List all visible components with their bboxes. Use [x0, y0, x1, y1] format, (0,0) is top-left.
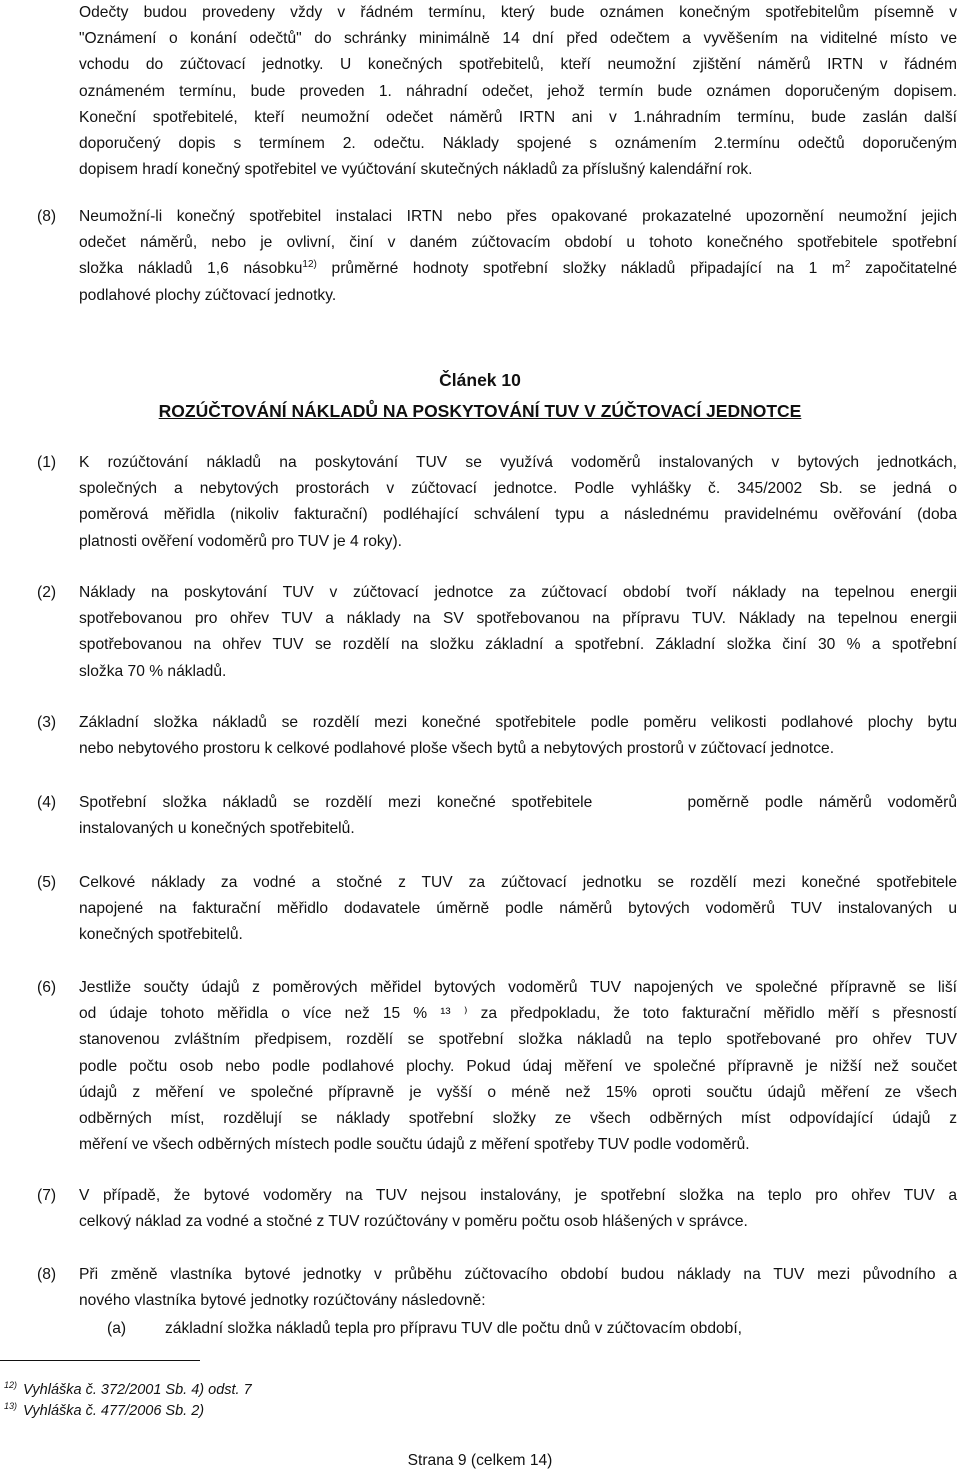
- paragraph-7: [37, 1183, 957, 1239]
- paragraph-6: [37, 975, 957, 1161]
- paragraph-line: odečet náměrů, nebo je ovlivní, činí v daném zúčtovacím období u tohoto konečného spotřebitele spotřební: [79, 234, 957, 252]
- footnote-separator: [0, 1360, 200, 1361]
- paragraph-text: [79, 580, 957, 685]
- paragraph-line: stanovenou zvláštním předpisem, rozdělí se spotřební složka nákladů na teplo spotřebované pro ohřev TUV: [79, 1031, 957, 1049]
- paragraph-text: [79, 790, 957, 842]
- text-run: započitatelné: [850, 260, 957, 278]
- intro-line: vchodu do zúčtovací jednotky. U konečných spotřebitelů, kteří neumožní zjištění náměrů IRTN v řádném: [79, 56, 957, 74]
- intro-line: "Oznámení o konání odečtů" do schránky minimálně 14 dní před odečtem a vyvěšením na viditelné místo ve: [79, 30, 957, 48]
- article-subtitle: ROZÚČTOVÁNÍ NÁKLADŮ NA POSKYTOVÁNÍ TUV V ZÚČTOVACÍ JEDNOTCE: [158, 401, 802, 421]
- paragraph-line: měření ve všech odběrných místech podle součtu údajů z měření spotřeby TUV podle vodoměrů.: [79, 1136, 750, 1154]
- paragraph-line: odběrných míst, rozdělují se náklady spotřební složky ze všech odběrných míst odpovídající údajů z: [79, 1110, 957, 1128]
- sub-item-label: (a): [107, 1320, 127, 1337]
- footnote-ref: 12): [302, 259, 317, 271]
- page-number: Strana 9 (celkem 14): [407, 1452, 553, 1469]
- paragraph-number: (2): [37, 584, 57, 601]
- paragraph-line: konečných spotřebitelů.: [79, 926, 243, 944]
- paragraph-number: (8): [37, 1266, 57, 1283]
- paragraph-line: od údaje tohoto měřidla o více než 15 % ¹³ ⁾ za předpokladu, že toto fakturační měřidlo měří s přesností: [79, 1005, 957, 1023]
- paragraph-number: (7): [37, 1187, 57, 1204]
- paragraph-line: Základní složka nákladů se rozdělí mezi konečné spotřebitele podle poměru velikosti podlahové plochy bytu: [79, 714, 957, 731]
- footnote-mark: 13): [4, 1401, 18, 1412]
- paragraph-line: Při změně vlastníka bytové jednotky v průběhu zúčtovacího období budou náklady na TUV mezi původního a: [79, 1266, 957, 1283]
- footnote-12: [4, 1380, 252, 1400]
- footnote-text: Vyhláška č. 372/2001 Sb. 4) odst. 7: [23, 1382, 252, 1398]
- paragraph-1: [37, 450, 957, 558]
- paragraph-text: [79, 710, 957, 762]
- paragraph-line: spotřebovanou na ohřev TUV se rozdělí na složku základní a spotřební. Základní složka činí 30 % a spotřební: [79, 636, 957, 654]
- paragraph-line: podlahové plochy zúčtovací jednotky.: [79, 286, 337, 304]
- paragraph-line: podle počtu osob nebo podle podlahové plochy. Pokud údaj měření ve společné přípravně je nižší než součet: [79, 1057, 957, 1075]
- paragraph-8-previous: [37, 204, 957, 314]
- text-run: průměrné hodnoty spotřební složky nákladů připadající na 1 m: [316, 260, 845, 278]
- paragraph-line: Spotřební složka nákladů se rozdělí mezi konečné spotřebitele poměrně podle náměrů vodoměrů: [79, 794, 957, 811]
- paragraph-number: (1): [37, 454, 57, 471]
- paragraph-text: [79, 204, 957, 309]
- paragraph-text: [79, 1183, 957, 1235]
- paragraph-line: Náklady na poskytování TUV v zúčtovací jednotce za zúčtovací období tvoří náklady na tepelnou energii: [79, 584, 957, 601]
- paragraph-line: napojené na fakturační měřidlo dodavatele úměrně podle náměrů bytových vodoměrů TUV instalovaných u: [79, 900, 957, 918]
- paragraph-number: (6): [37, 979, 57, 996]
- paragraph-line: K rozúčtování nákladů na poskytování TUV se využívá vodoměrů instalovaných v bytových jednotkách,: [79, 454, 957, 471]
- sub-item-text: základní složka nákladů tepla pro přípravu TUV dle počtu dnů v zúčtovacím období,: [165, 1320, 743, 1337]
- paragraph-number: (5): [37, 874, 57, 891]
- intro-line: Odečty budou provedeny vždy v řádném termínu, který bude oznámen konečným spotřebitelům písemně v: [79, 4, 957, 21]
- paragraph-line: platnosti ověření vodoměrů pro TUV je 4 roky).: [79, 532, 402, 550]
- paragraph-text: [79, 870, 957, 949]
- paragraph-line: Celkové náklady za vodné a stočné z TUV za zúčtovací jednotku se rozdělí mezi konečné spotřebitele: [79, 874, 957, 891]
- intro-line: doporučený dopis s termínem 2. odečtu. Náklady spojené s oznámením 2.termínu odečtů doporučeným: [79, 135, 957, 153]
- paragraph-line: složka 70 % nákladů.: [79, 662, 227, 680]
- paragraph-number: (4): [37, 794, 57, 811]
- intro-line: Koneční spotřebitelé, kteří neumožní odečet náměrů IRTN ani v 1.náhradním termínu, bude zaslán další: [79, 108, 957, 126]
- paragraph-text: [79, 975, 957, 1158]
- paragraph-2: [37, 580, 957, 688]
- sub-item-a: [107, 1316, 957, 1342]
- paragraph-4: [37, 790, 957, 846]
- paragraph-text: [79, 1262, 957, 1314]
- paragraph-line: spotřebovanou pro ohřev TUV a náklady na SV spotřebovanou na přípravu TUV. Náklady na tepelnou energii: [79, 610, 957, 628]
- intro-line: dopisem hradí konečný spotřebitel ve vyúčtování skutečných nákladů za příslušný kalendářní rok.: [79, 161, 753, 179]
- paragraph-line: Neumožní-li konečný spotřebitel instalaci IRTN nebo přes opakované prokazatelné upozornění neumožní jejich: [79, 208, 957, 225]
- footnote-13: [4, 1401, 204, 1421]
- paragraph-line: celkový náklad za vodné a stočné z TUV rozúčtovány v poměru počtu osob hlášených v správce.: [79, 1213, 748, 1231]
- paragraph-3: [37, 710, 957, 766]
- paragraph-line: V případě, že bytové vodoměry na TUV nejsou instalovány, je spotřební složka na teplo pro ohřev TUV a: [79, 1187, 957, 1204]
- intro-paragraph: [79, 0, 957, 183]
- article-title: Článek 10: [439, 370, 521, 390]
- paragraph-line: nebo nebytového prostoru k celkové podlahové ploše všech bytů a nebytových prostorů v zúčtovací jednotce.: [79, 740, 835, 758]
- superscript: 2: [844, 259, 851, 271]
- paragraph-5: [37, 870, 957, 952]
- paragraph-line: nového vlastníka bytové jednotky rozúčtovány následovně:: [79, 1292, 486, 1310]
- paragraph-8: [37, 1262, 957, 1318]
- paragraph-number: (8): [37, 208, 57, 225]
- paragraph-number: (3): [37, 714, 57, 731]
- footnote-text: Vyhláška č. 477/2006 Sb. 2): [23, 1403, 205, 1419]
- text-run: složka nákladů 1,6 násobku: [79, 260, 303, 278]
- footnote-mark: 12): [4, 1380, 18, 1391]
- paragraph-line: společných a nebytových prostorách v zúčtovací jednotce. Podle vyhlášky č. 345/2002 Sb. se jedná o: [79, 480, 957, 498]
- paragraph-text: [79, 450, 957, 555]
- paragraph-line: instalovaných u konečných spotřebitelů.: [79, 820, 355, 838]
- paragraph-line: Jestliže součty údajů z poměrových měřidel bytových vodoměrů TUV napojených ve společné přípravně se liší: [79, 979, 957, 996]
- paragraph-line: [79, 256, 957, 282]
- paragraph-line: poměrová měřidla (nikoliv fakturační) podléhající schválení typu a následnému pravidelnému ověřování (doba: [79, 506, 957, 524]
- intro-line: oznámeném termínu, bude proveden 1. náhradní odečet, jehož termín bude oznámen doporučeným dopisem.: [79, 82, 957, 100]
- paragraph-line: údajů z měření ve společné přípravně je vyšší o méně než 15% oproti součtu údajů měření ze všech: [79, 1083, 957, 1101]
